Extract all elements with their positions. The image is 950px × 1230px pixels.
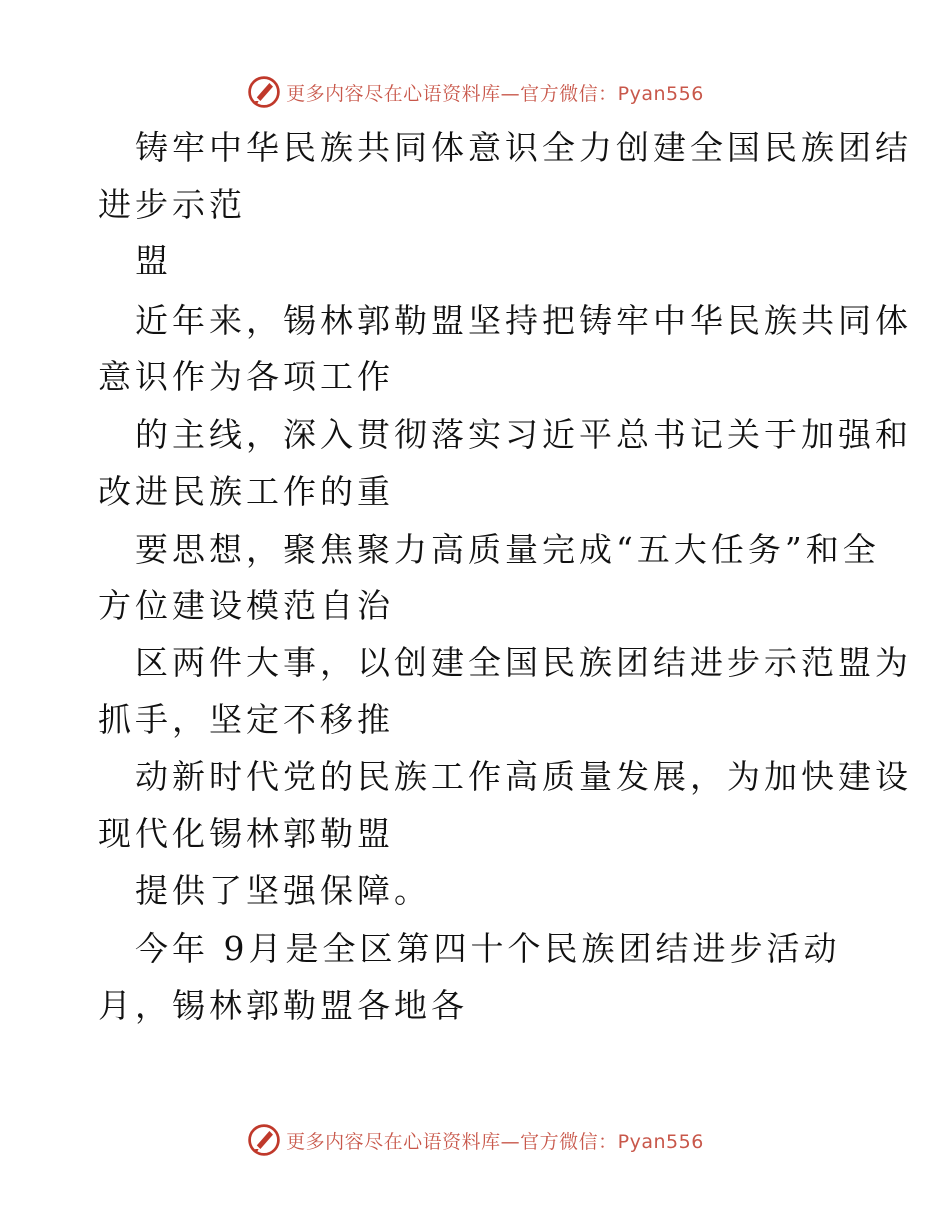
text-line: 提供了坚强保障。 — [135, 871, 431, 910]
text-line: 进步示范 — [98, 185, 246, 224]
text-line: 盟 — [135, 241, 172, 280]
text-line: 今年 9月是全区第四十个民族团结进步活动 — [135, 929, 841, 968]
text-line: 的主线，深入贯彻落实习近平总书记关于加强和 — [135, 415, 912, 454]
text-line: 现代化锡林郭勒盟 — [98, 814, 394, 853]
text-line: 意识作为各项工作 — [98, 357, 394, 396]
text-line: 区两件大事，以创建全国民族团结进步示范盟为 — [135, 643, 912, 682]
text-line: 方位建设模范自治 — [98, 586, 394, 625]
header-banner-text: 更多内容尽在心语资料库—官方微信：Pyan556 — [286, 82, 704, 105]
text-line: 动新时代党的民族工作高质量发展，为加快建设 — [135, 757, 912, 796]
text-line: 要思想，聚焦聚力高质量完成“五大任务”和全 — [135, 530, 880, 569]
text-line: 月，锡林郭勒盟各地各 — [98, 986, 468, 1025]
brand-logo-icon — [246, 74, 282, 110]
footer-banner-text: 更多内容尽在心语资料库—官方微信：Pyan556 — [286, 1130, 704, 1153]
text-line: 铸牢中华民族共同体意识全力创建全国民族团结 — [135, 128, 912, 167]
header-banner — [0, 72, 950, 112]
text-line: 近年来，锡林郭勒盟坚持把铸牢中华民族共同体 — [135, 301, 912, 340]
brand-logo-icon — [246, 1122, 282, 1158]
text-line: 改进民族工作的重 — [98, 472, 394, 511]
footer-banner — [0, 1120, 950, 1160]
text-line: 抓手，坚定不移推 — [98, 700, 394, 739]
